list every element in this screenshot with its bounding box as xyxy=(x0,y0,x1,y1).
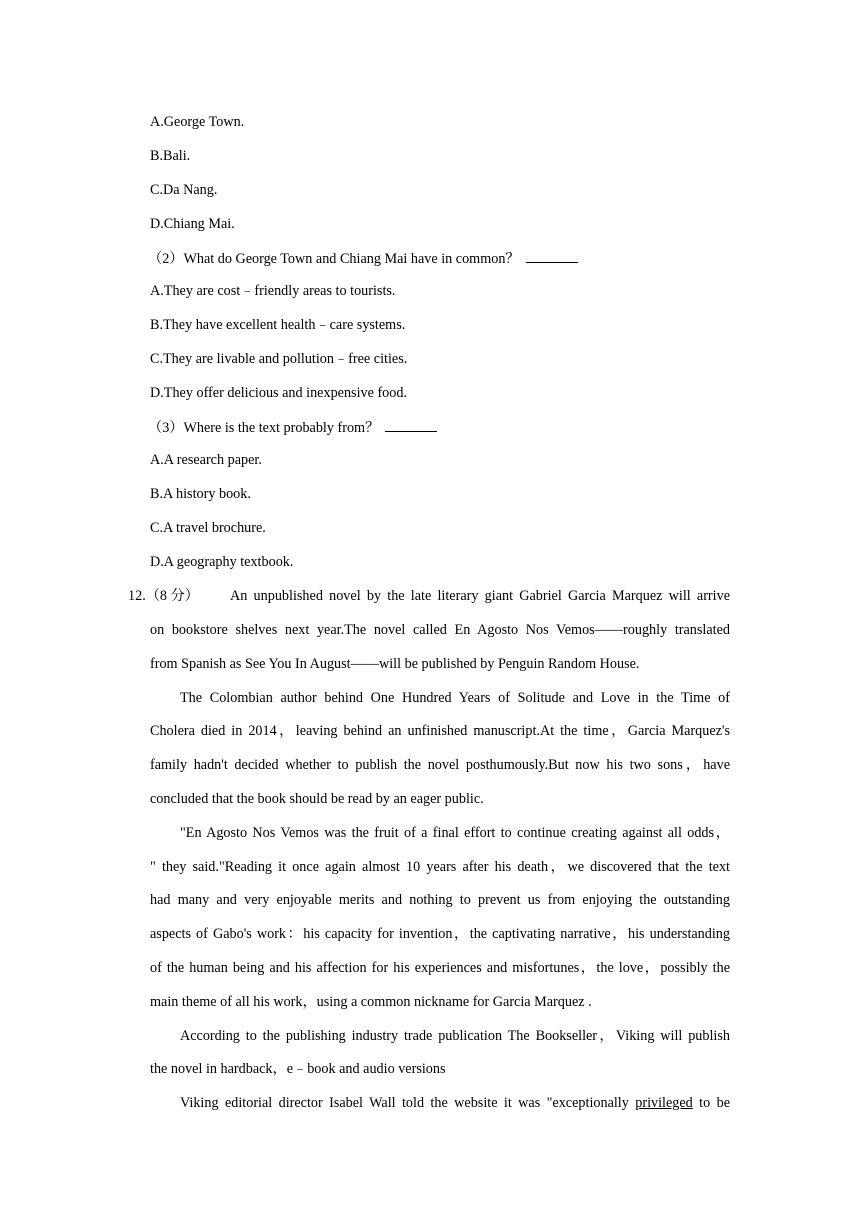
q3-stem-row xyxy=(148,417,437,437)
q3-option-a: A.A research paper. xyxy=(150,452,262,468)
q12-line-7: concluded that the book should be read by an eager public. xyxy=(150,791,484,807)
q3-option-c: C.A travel brochure. xyxy=(150,520,266,536)
q2-option-a: A.They are cost﹣friendly areas to tourists. xyxy=(150,283,396,299)
q2-answer-blank xyxy=(526,248,578,263)
q12-line-2: on bookstore shelves next year.The novel called En Agosto Nos Vemos——roughly translated xyxy=(150,622,730,638)
q12-line-15: the novel in hardback，e﹣book and audio versions xyxy=(150,1061,446,1077)
q12-line-11: aspects of Gabo's work：his capacity for invention，the captivating narrative，his understanding xyxy=(150,926,730,942)
q3-option-d: D.A geography textbook. xyxy=(150,554,294,570)
q12-number: 12.（8 分） xyxy=(128,588,199,604)
q12-line-16 xyxy=(180,1094,730,1112)
q12-line-9: " they said."Reading it once again almost 10 years after his death，we discovered that the text xyxy=(150,859,730,875)
q1-option-d: D.Chiang Mai. xyxy=(150,216,235,232)
q12-line-13: main theme of all his work，using a common nickname for Garcia Marquez . xyxy=(150,994,592,1010)
q1-option-a: A.George Town. xyxy=(150,114,245,130)
q2-option-b: B.They have excellent health﹣care systems. xyxy=(150,317,406,333)
q12-line-6: family hadn't decided whether to publish the novel posthumously.But now his two sons，have xyxy=(150,757,730,773)
q3-option-b: B.A history book. xyxy=(150,486,251,502)
q12-line-16-after: to be xyxy=(692,1095,730,1111)
q12-line-12: of the human being and his affection for his experiences and misfortunes，the love，possibly the xyxy=(150,960,730,976)
underlined-word: privileged xyxy=(635,1095,693,1111)
q12-line-1: An unpublished novel by the late literary giant Gabriel Garcia Marquez will arrive xyxy=(230,588,730,604)
q12-line-4: The Colombian author behind One Hundred Years of Solitude and Love in the Time of xyxy=(180,690,730,706)
q12-line-14: According to the publishing industry trade publication The Bookseller，Viking will publish xyxy=(180,1028,730,1044)
q2-option-c: C.They are livable and pollution﹣free cities. xyxy=(150,351,408,367)
q1-option-b: B.Bali. xyxy=(150,148,191,164)
q3-stem: （3）Where is the text probably from？ xyxy=(148,420,380,436)
q2-stem-row xyxy=(148,248,578,268)
q12-line-16-before: Viking editorial director Isabel Wall told the website it was "exceptionally xyxy=(180,1095,636,1111)
q1-option-c: C.Da Nang. xyxy=(150,182,218,198)
q3-answer-blank xyxy=(385,417,437,432)
q12-line-3: from Spanish as See You In August——will be published by Penguin Random House. xyxy=(150,656,640,672)
q12-line-5: Cholera died in 2014，leaving behind an unfinished manuscript.At the time，Garcia Marquez's xyxy=(150,723,730,739)
q12-line-8: "En Agosto Nos Vemos was the fruit of a final effort to continue creating against all odds， xyxy=(180,825,730,841)
q12-line-10: had many and very enjoyable merits and nothing to prevent us from enjoying the outstanding xyxy=(150,892,730,908)
q2-stem: （2）What do George Town and Chiang Mai have in common？ xyxy=(148,251,520,267)
q2-option-d: D.They offer delicious and inexpensive food. xyxy=(150,385,408,401)
